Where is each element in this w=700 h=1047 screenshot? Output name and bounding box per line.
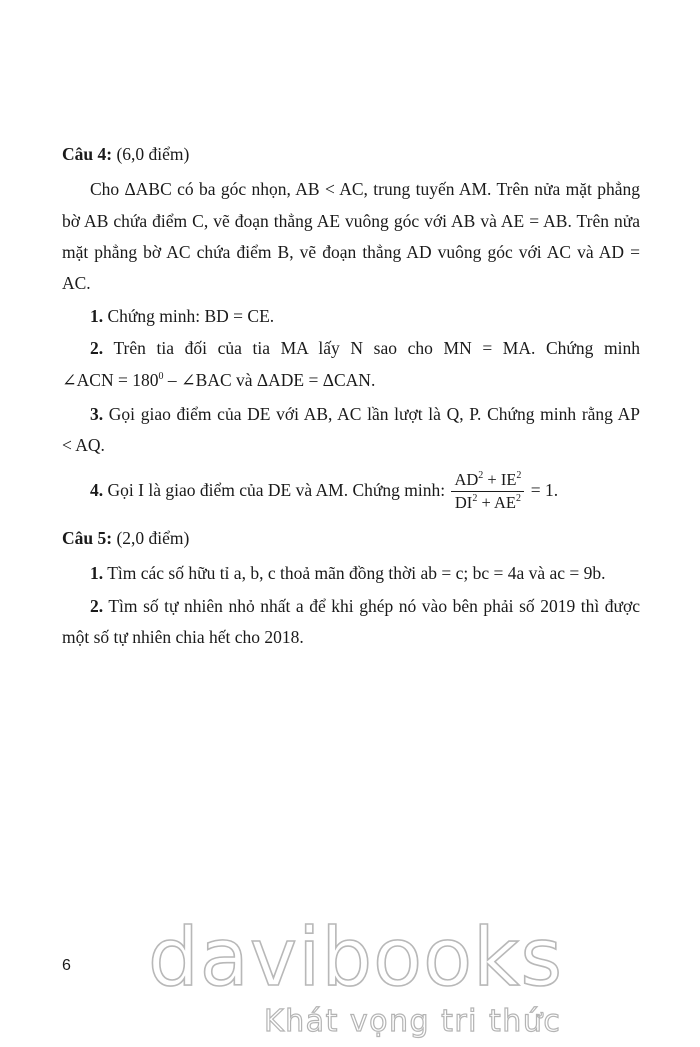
watermark-tagline: Khát vọng tri thức [264,1004,562,1039]
q4-part-1: 1. Chứng minh: BD = CE. [90,306,275,326]
watermark-logo: davibooks [148,911,564,1004]
q4-intro-line-2: bờ AB chứa điểm C, vẽ đoạn thẳng AE vuông góc với AB và AE = AB. Trên nửa [62,211,640,231]
question-5-heading: Câu 5: (2,0 điểm) [62,528,190,548]
q4-intro-line-1: Cho ΔABC có ba góc nhọn, AB < AC, trung tuyến AM. Trên nửa mặt phẳng [90,179,640,199]
q4-part-4: 4. Gọi I là giao điểm của DE và AM. Chứng minh: $\frac{AD^2 + IE^2}{DI^2 + AE^2}$ = 1. [90,470,559,513]
q5-part-2-line-2: một số tự nhiên chia hết cho 2018. [62,627,304,647]
q4-part-2-line-1: 2. Trên tia đối của tia MA lấy N sao cho MN = MA. Chứng minh [90,338,641,358]
q5-part-1: 1. Tìm các số hữu tỉ a, b, c thoả mãn đồng thời ab = c; bc = 4a và ac = 9b. [90,563,606,583]
page-number: 6 [62,957,71,974]
question-4-heading: Câu 4: (6,0 điểm) [62,144,190,164]
q5-part-2-line-1: 2. Tìm số tự nhiên nhỏ nhất a để khi ghép nó vào bên phải số 2019 thì được [90,596,641,616]
q4-part-3-line-1: 3. Gọi giao điểm của DE với AB, AC lần lượt là Q, P. Chứng minh rằng AP [90,404,640,424]
q4-part-3-line-2: < AQ. [62,435,105,455]
q4-intro-line-4: AC. [62,273,91,293]
fraction-formula: $\frac{AD^2 + IE^2}{DI^2 + AE^2}$ [451,470,524,513]
q4-intro-line-3: mặt phẳng bờ AC chứa điểm B, vẽ đoạn thẳng AD vuông góc với AC và AD = [62,242,640,262]
q4-part-2-line-2: ∠ACN = $180^0$ – ∠BAC và ΔADE = ΔCAN. [62,370,376,390]
